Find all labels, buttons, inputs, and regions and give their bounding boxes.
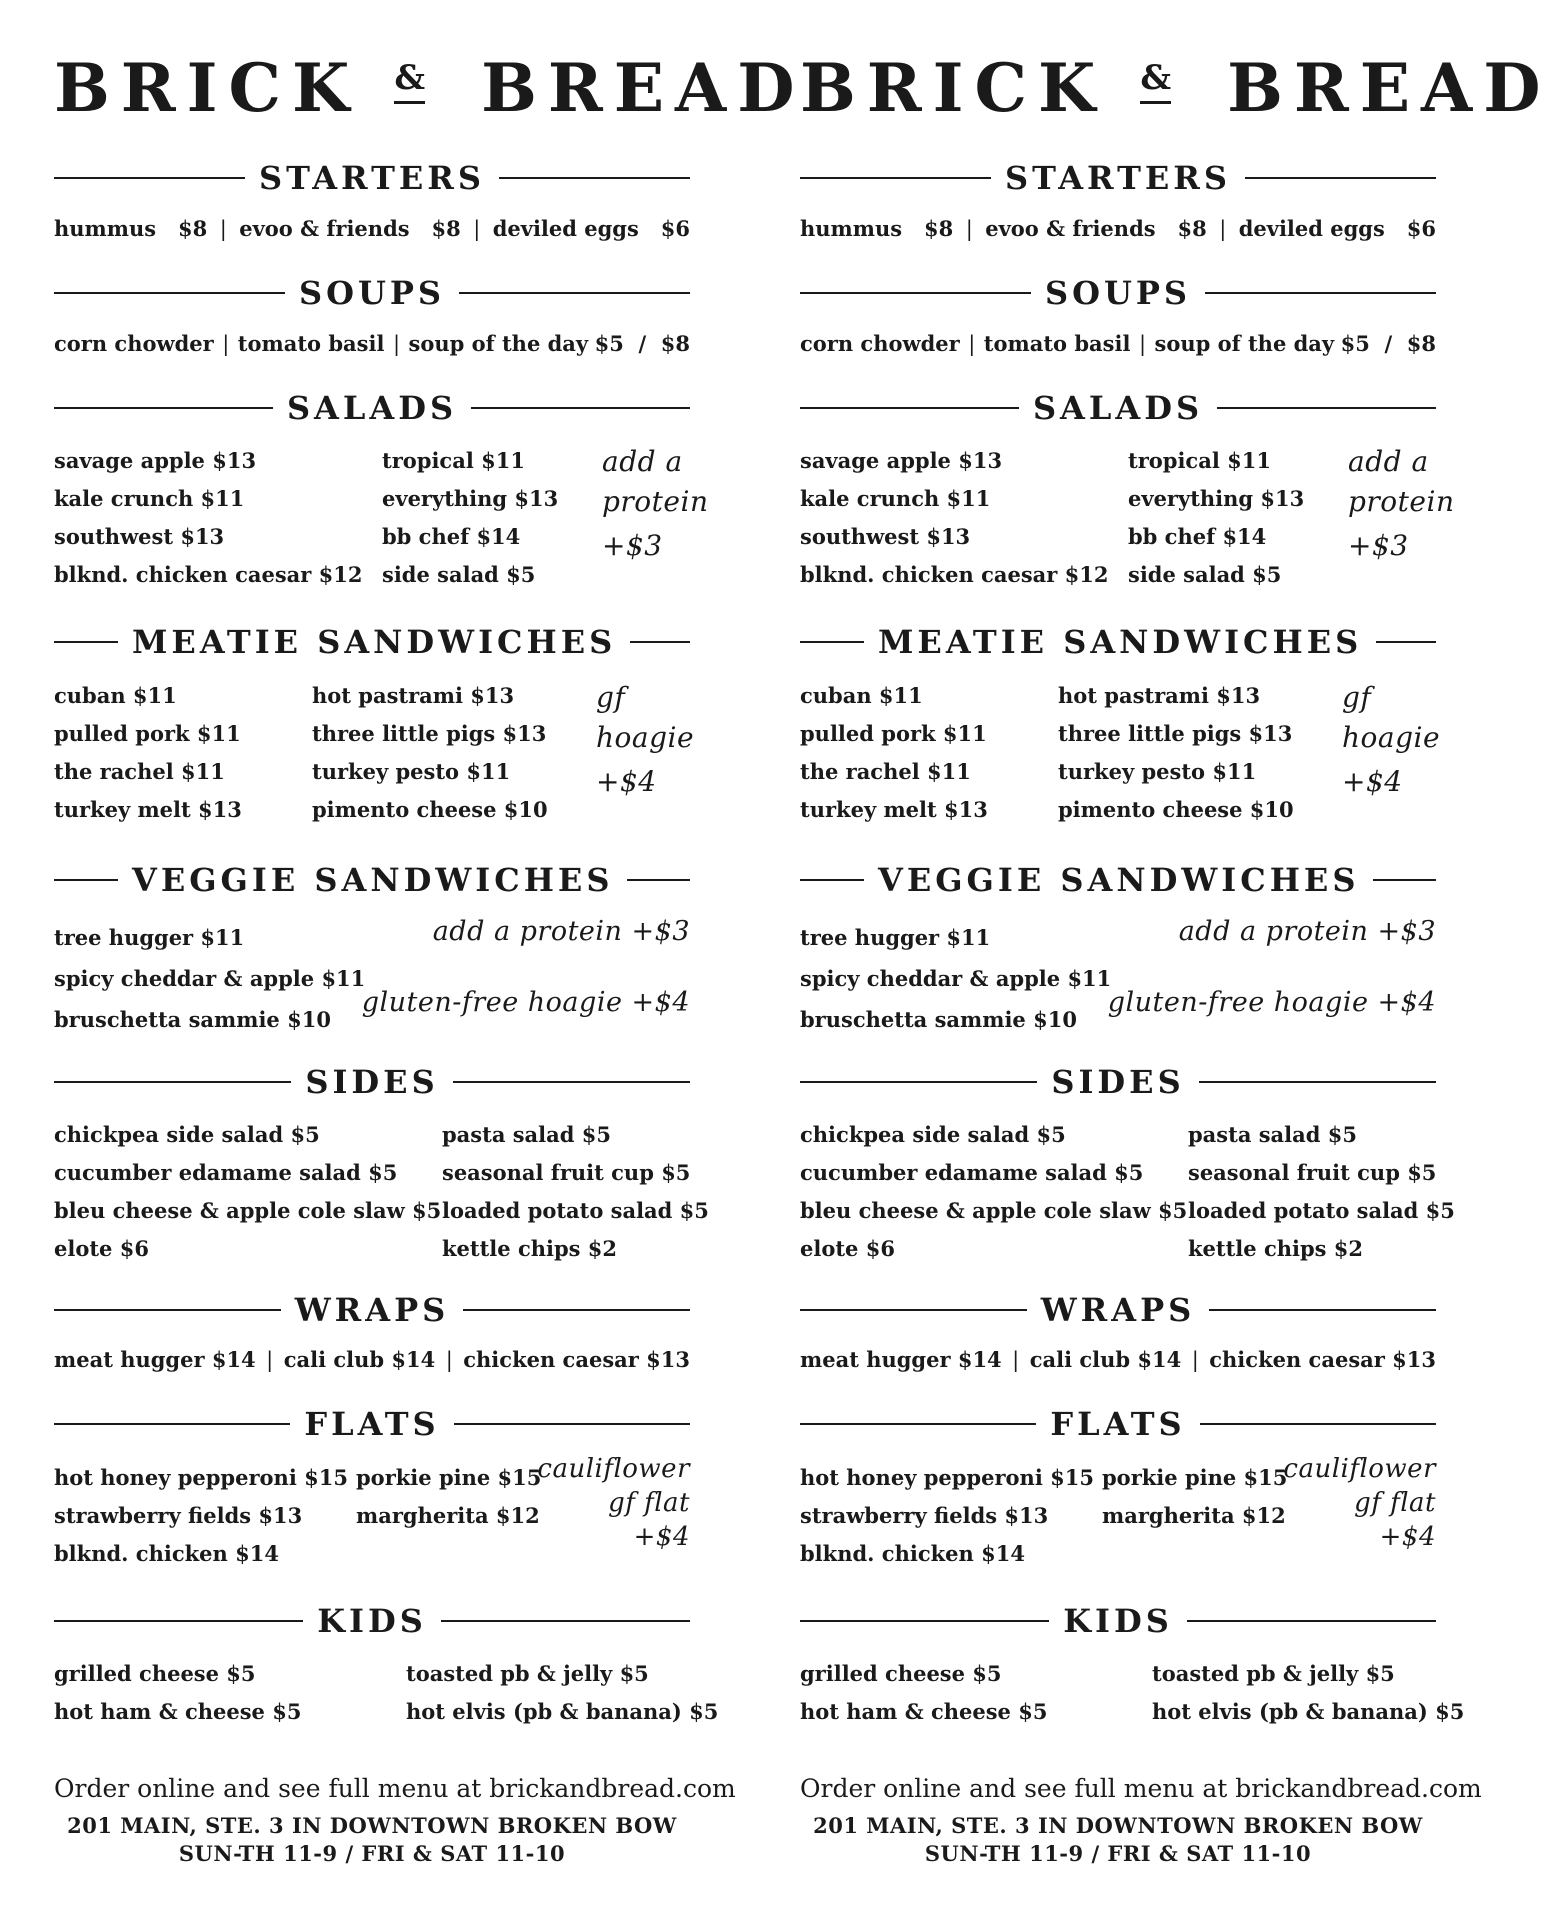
separator: | xyxy=(219,217,227,241)
menu-panel-right xyxy=(800,0,1551,1920)
menu-item: tree hugger $11 xyxy=(800,925,991,950)
divider xyxy=(54,879,118,881)
note-line: protein xyxy=(1348,485,1455,518)
note-line: +$4 xyxy=(596,765,657,798)
divider xyxy=(1205,292,1436,294)
kids-heading xyxy=(54,1601,690,1641)
menu-item: southwest $13 xyxy=(800,524,971,549)
menu-item: kale crunch $11 xyxy=(800,486,991,511)
menu-item: blknd. chicken caesar $12 xyxy=(800,562,1109,587)
divider xyxy=(54,292,285,294)
menu-item: cuban $11 xyxy=(54,683,177,708)
item-name: evoo & friends xyxy=(239,216,410,241)
item-price: $8 xyxy=(178,216,208,241)
note-line: add a xyxy=(1348,445,1429,478)
salads-column-2 xyxy=(382,442,558,594)
salads-note xyxy=(602,442,708,566)
meatie-note xyxy=(596,678,694,802)
menu-item: hot honey pepperoni $15 xyxy=(54,1465,348,1490)
menu-item: cucumber edamame salad $5 xyxy=(54,1160,398,1185)
menu-item: cali club $14 xyxy=(283,1347,436,1372)
separator: | xyxy=(968,332,976,356)
menu-item: everything $13 xyxy=(382,486,559,511)
divider xyxy=(800,407,1019,409)
menu-item: chicken caesar $13 xyxy=(463,1347,690,1372)
veggie-sandwiches-heading xyxy=(54,860,690,900)
menu-item: southwest $13 xyxy=(54,524,225,549)
divider xyxy=(463,1309,690,1311)
menu-item: kettle chips $2 xyxy=(1188,1236,1364,1261)
section-title: WRAPS xyxy=(294,1291,450,1329)
section-title: VEGGIE SANDWICHES xyxy=(878,861,1360,899)
soups-heading xyxy=(54,273,690,313)
menu-item: soup of the day xyxy=(408,331,589,356)
hours-text: SUN-TH 11-9 / FRI & SAT 11-10 xyxy=(178,1841,566,1866)
item-price: $6 xyxy=(660,216,690,241)
starters-heading xyxy=(800,158,1436,198)
separator: | xyxy=(965,217,973,241)
sides-column-1 xyxy=(54,1116,441,1268)
note-line: cauliflower xyxy=(537,1454,690,1484)
menu-item: pimento cheese $10 xyxy=(1058,797,1294,822)
brand-word-brick: BRICK xyxy=(800,49,1107,127)
separator: | xyxy=(1012,1348,1020,1372)
divider xyxy=(1376,641,1436,643)
brand-word-brick: BRICK xyxy=(54,49,361,127)
menu-item: side salad $5 xyxy=(382,562,536,587)
kids-heading xyxy=(800,1601,1436,1641)
order-online-text: Order online and see full menu at brickandbread.com xyxy=(800,1774,1482,1803)
sides-column-1 xyxy=(800,1116,1187,1268)
menu-item: blknd. chicken $14 xyxy=(54,1541,279,1566)
menu-item: corn chowder xyxy=(54,331,214,356)
menu-item: blknd. chicken caesar $12 xyxy=(54,562,363,587)
menu-item: spicy cheddar & apple $11 xyxy=(800,966,1112,991)
note-line: cauliflower xyxy=(1283,1454,1436,1484)
section-title: KIDS xyxy=(1063,1602,1173,1640)
separator: | xyxy=(392,332,401,356)
menu-item: soup of the day xyxy=(1154,331,1335,356)
menu-item: seasonal fruit cup $5 xyxy=(1188,1160,1437,1185)
divider xyxy=(499,177,690,179)
menu-item: pulled pork $11 xyxy=(800,721,987,746)
menu-item: loaded potato salad $5 xyxy=(442,1198,709,1223)
note-line: gf flat xyxy=(608,1488,690,1518)
section-title: WRAPS xyxy=(1040,1291,1196,1329)
note-line: +$3 xyxy=(602,529,663,562)
divider xyxy=(471,407,690,409)
menu-item: cuban $11 xyxy=(800,683,923,708)
divider xyxy=(800,879,864,881)
flats-heading xyxy=(800,1404,1436,1444)
brand-logo xyxy=(800,48,1551,128)
flats-note xyxy=(537,1452,690,1554)
menu-item: three little pigs $13 xyxy=(1058,721,1293,746)
menu-item: chickpea side salad $5 xyxy=(800,1122,1066,1147)
menu-item: hot pastrami $13 xyxy=(1058,683,1261,708)
section-title: STARTERS xyxy=(1005,159,1231,197)
veggie-sandwiches-heading xyxy=(800,860,1436,900)
veggie-note-protein: add a protein +$3 xyxy=(1178,916,1436,947)
salads-note xyxy=(1348,442,1454,566)
divider xyxy=(54,1309,281,1311)
divider xyxy=(800,292,1031,294)
section-title: SALADS xyxy=(286,389,458,427)
divider xyxy=(800,1309,1027,1311)
kids-column-2 xyxy=(406,1655,718,1731)
hours-text: SUN-TH 11-9 / FRI & SAT 11-10 xyxy=(924,1841,1312,1866)
menu-item: tropical $11 xyxy=(382,448,525,473)
soups-row xyxy=(54,329,690,359)
divider xyxy=(627,879,690,881)
soups-heading xyxy=(800,273,1436,313)
item-name: deviled eggs xyxy=(492,216,639,241)
separator: | xyxy=(473,217,481,241)
menu-item xyxy=(493,214,690,244)
menu-item xyxy=(985,214,1207,244)
menu-item: hot pastrami $13 xyxy=(312,683,515,708)
veggie-note-hoagie: gluten-free hoagie +$4 xyxy=(1107,987,1436,1018)
item-price: $5 / $8 xyxy=(1340,331,1436,356)
menu-item: strawberry fields $13 xyxy=(54,1503,303,1528)
sides-column-2 xyxy=(1188,1116,1455,1268)
divider xyxy=(54,1081,291,1083)
menu-item: tomato basil xyxy=(983,331,1131,356)
wraps-row xyxy=(54,1345,690,1375)
salads-column-2 xyxy=(1128,442,1304,594)
note-line: gf xyxy=(596,681,626,714)
menu-item: porkie pine $15 xyxy=(356,1465,542,1490)
menu-item: savage apple $13 xyxy=(800,448,1003,473)
menu-item: three little pigs $13 xyxy=(312,721,547,746)
salads-column-1 xyxy=(54,442,363,594)
section-title: SIDES xyxy=(1051,1063,1185,1101)
section-title: MEATIE SANDWICHES xyxy=(132,623,617,661)
flats-column-2 xyxy=(356,1459,541,1535)
salads-heading xyxy=(54,388,690,428)
menu-item: grilled cheese $5 xyxy=(54,1661,256,1686)
item-price: $8 xyxy=(1177,216,1207,241)
menu-item: hot elvis (pb & banana) $5 xyxy=(406,1699,719,1724)
menu-item: meat hugger $14 xyxy=(54,1347,256,1372)
wraps-row xyxy=(800,1345,1436,1375)
flats-column-2 xyxy=(1102,1459,1287,1535)
menu-item: chickpea side salad $5 xyxy=(54,1122,320,1147)
meatie-sandwiches-heading xyxy=(800,622,1436,662)
menu-item: porkie pine $15 xyxy=(1102,1465,1288,1490)
menu-item: meat hugger $14 xyxy=(800,1347,1002,1372)
divider xyxy=(1209,1309,1436,1311)
note-line: hoagie xyxy=(596,721,695,754)
note-line: hoagie xyxy=(1342,721,1441,754)
veggie-column xyxy=(800,917,1111,1040)
salads-heading xyxy=(800,388,1436,428)
divider xyxy=(54,641,118,643)
note-line: +$4 xyxy=(1342,765,1403,798)
menu-item: everything $13 xyxy=(1128,486,1305,511)
menu-item: corn chowder xyxy=(800,331,960,356)
note-line: gf xyxy=(1342,681,1372,714)
divider xyxy=(1199,1081,1436,1083)
section-title: FLATS xyxy=(304,1405,440,1443)
menu-item: bb chef $14 xyxy=(1128,524,1267,549)
menu-item: hot elvis (pb & banana) $5 xyxy=(1152,1699,1465,1724)
item-price: $6 xyxy=(1406,216,1436,241)
divider xyxy=(453,1081,690,1083)
veggie-column xyxy=(54,917,365,1040)
address-text: 201 MAIN, STE. 3 IN DOWNTOWN BROKEN BOW xyxy=(813,1813,1423,1838)
divider xyxy=(1245,177,1436,179)
order-online-text: Order online and see full menu at brickandbread.com xyxy=(54,1774,736,1803)
menu-item: pasta salad $5 xyxy=(442,1122,611,1147)
menu-item: toasted pb & jelly $5 xyxy=(1152,1661,1395,1686)
section-title: SALADS xyxy=(1032,389,1204,427)
divider xyxy=(800,641,864,643)
meatie-note xyxy=(1342,678,1440,802)
menu-item xyxy=(239,214,461,244)
menu-item: tomato basil xyxy=(237,331,385,356)
item-price: $8 xyxy=(431,216,461,241)
section-title: SIDES xyxy=(305,1063,439,1101)
menu-item: pasta salad $5 xyxy=(1188,1122,1357,1147)
soups-row xyxy=(800,329,1436,359)
menu-item: chicken caesar $13 xyxy=(1209,1347,1436,1372)
menu-item: side salad $5 xyxy=(1128,562,1282,587)
divider xyxy=(800,177,991,179)
section-title: VEGGIE SANDWICHES xyxy=(132,861,614,899)
section-title: MEATIE SANDWICHES xyxy=(878,623,1363,661)
meatie-column-2 xyxy=(312,677,548,829)
note-line: add a xyxy=(602,445,683,478)
menu-item: turkey melt $13 xyxy=(800,797,988,822)
menu-item: bruschetta sammie $10 xyxy=(800,1007,1077,1032)
separator: | xyxy=(1191,1348,1199,1372)
meatie-column-1 xyxy=(800,677,988,829)
separator: | xyxy=(1219,217,1227,241)
item-name: deviled eggs xyxy=(1238,216,1385,241)
item-price: $8 xyxy=(924,216,954,241)
menu-item: elote $6 xyxy=(54,1236,149,1261)
brand-logo xyxy=(54,48,806,128)
sides-heading xyxy=(54,1062,690,1102)
menu-item: grilled cheese $5 xyxy=(800,1661,1002,1686)
divider xyxy=(54,407,273,409)
menu-item: loaded potato salad $5 xyxy=(1188,1198,1455,1223)
note-line: protein xyxy=(602,485,709,518)
menu-item: turkey pesto $11 xyxy=(1058,759,1257,784)
kids-column-1 xyxy=(800,1655,1047,1731)
section-title: SOUPS xyxy=(1044,274,1192,312)
note-line: gf flat xyxy=(1354,1488,1436,1518)
menu-item: margherita $12 xyxy=(356,1503,540,1528)
wraps-heading xyxy=(54,1290,690,1330)
veggie-note-protein: add a protein +$3 xyxy=(432,916,690,947)
meatie-sandwiches-heading xyxy=(54,622,690,662)
brand-word-bread: BREAD xyxy=(1227,49,1551,127)
starters-heading xyxy=(54,158,690,198)
item-name: hummus xyxy=(800,216,903,241)
menu-item: margherita $12 xyxy=(1102,1503,1286,1528)
separator: | xyxy=(1138,332,1147,356)
flats-column-1 xyxy=(800,1459,1094,1573)
menu-item: cali club $14 xyxy=(1029,1347,1182,1372)
separator: | xyxy=(222,332,230,356)
divider xyxy=(54,1620,303,1622)
salads-column-1 xyxy=(800,442,1109,594)
section-title: FLATS xyxy=(1050,1405,1186,1443)
wraps-heading xyxy=(800,1290,1436,1330)
brand-word-bread: BREAD xyxy=(481,49,806,127)
menu-item: strawberry fields $13 xyxy=(800,1503,1049,1528)
veggie-note-hoagie: gluten-free hoagie +$4 xyxy=(361,987,690,1018)
item-name: hummus xyxy=(54,216,157,241)
address-text: 201 MAIN, STE. 3 IN DOWNTOWN BROKEN BOW xyxy=(67,1813,677,1838)
separator: | xyxy=(445,1348,453,1372)
sides-heading xyxy=(800,1062,1436,1102)
menu-item: bleu cheese & apple cole slaw $5 xyxy=(54,1198,442,1223)
menu-item xyxy=(1239,214,1436,244)
divider xyxy=(1200,1423,1436,1425)
note-line: +$4 xyxy=(1379,1522,1436,1552)
menu-item: cucumber edamame salad $5 xyxy=(800,1160,1144,1185)
meatie-column-2 xyxy=(1058,677,1294,829)
menu-item xyxy=(800,214,953,244)
menu-item: turkey pesto $11 xyxy=(312,759,511,784)
divider xyxy=(800,1081,1037,1083)
menu-panel-left xyxy=(54,0,806,1920)
divider xyxy=(800,1423,1036,1425)
starters-row xyxy=(54,214,690,244)
menu-item: turkey melt $13 xyxy=(54,797,242,822)
flats-heading xyxy=(54,1404,690,1444)
sides-column-2 xyxy=(442,1116,709,1268)
menu-item: elote $6 xyxy=(800,1236,895,1261)
divider xyxy=(1187,1620,1436,1622)
menu-item: pimento cheese $10 xyxy=(312,797,548,822)
divider xyxy=(1373,879,1436,881)
kids-column-2 xyxy=(1152,1655,1464,1731)
divider xyxy=(54,177,245,179)
menu-item: hot ham & cheese $5 xyxy=(800,1699,1048,1724)
menu-item: seasonal fruit cup $5 xyxy=(442,1160,691,1185)
divider xyxy=(800,1620,1049,1622)
menu-item: the rachel $11 xyxy=(800,759,971,784)
section-title: STARTERS xyxy=(259,159,485,197)
menu-item: hot ham & cheese $5 xyxy=(54,1699,302,1724)
meatie-column-1 xyxy=(54,677,242,829)
note-line: +$3 xyxy=(1348,529,1409,562)
menu-item: kale crunch $11 xyxy=(54,486,245,511)
section-title: KIDS xyxy=(317,1602,427,1640)
divider xyxy=(459,292,690,294)
flats-column-1 xyxy=(54,1459,348,1573)
menu-item: the rachel $11 xyxy=(54,759,225,784)
menu-item: spicy cheddar & apple $11 xyxy=(54,966,366,991)
menu-item: hot honey pepperoni $15 xyxy=(800,1465,1094,1490)
menu-item: tropical $11 xyxy=(1128,448,1271,473)
menu-item: pulled pork $11 xyxy=(54,721,241,746)
divider xyxy=(54,1423,290,1425)
brand-ampersand: & xyxy=(1140,61,1171,104)
note-line: +$4 xyxy=(633,1522,690,1552)
flats-note xyxy=(1283,1452,1436,1554)
divider xyxy=(630,641,690,643)
menu-item: kettle chips $2 xyxy=(442,1236,618,1261)
menu-item: toasted pb & jelly $5 xyxy=(406,1661,649,1686)
menu-item xyxy=(54,214,207,244)
brand-ampersand: & xyxy=(394,61,425,104)
menu-item: bleu cheese & apple cole slaw $5 xyxy=(800,1198,1188,1223)
item-name: evoo & friends xyxy=(985,216,1156,241)
menu-item: bruschetta sammie $10 xyxy=(54,1007,331,1032)
menu-item: blknd. chicken $14 xyxy=(800,1541,1025,1566)
separator: | xyxy=(266,1348,274,1372)
menu-item: tree hugger $11 xyxy=(54,925,245,950)
divider xyxy=(1217,407,1436,409)
menu-item: bb chef $14 xyxy=(382,524,521,549)
kids-column-1 xyxy=(54,1655,301,1731)
starters-row xyxy=(800,214,1436,244)
section-title: SOUPS xyxy=(298,274,446,312)
item-price: $5 / $8 xyxy=(594,331,690,356)
divider xyxy=(454,1423,690,1425)
menu-item: savage apple $13 xyxy=(54,448,257,473)
divider xyxy=(441,1620,690,1622)
